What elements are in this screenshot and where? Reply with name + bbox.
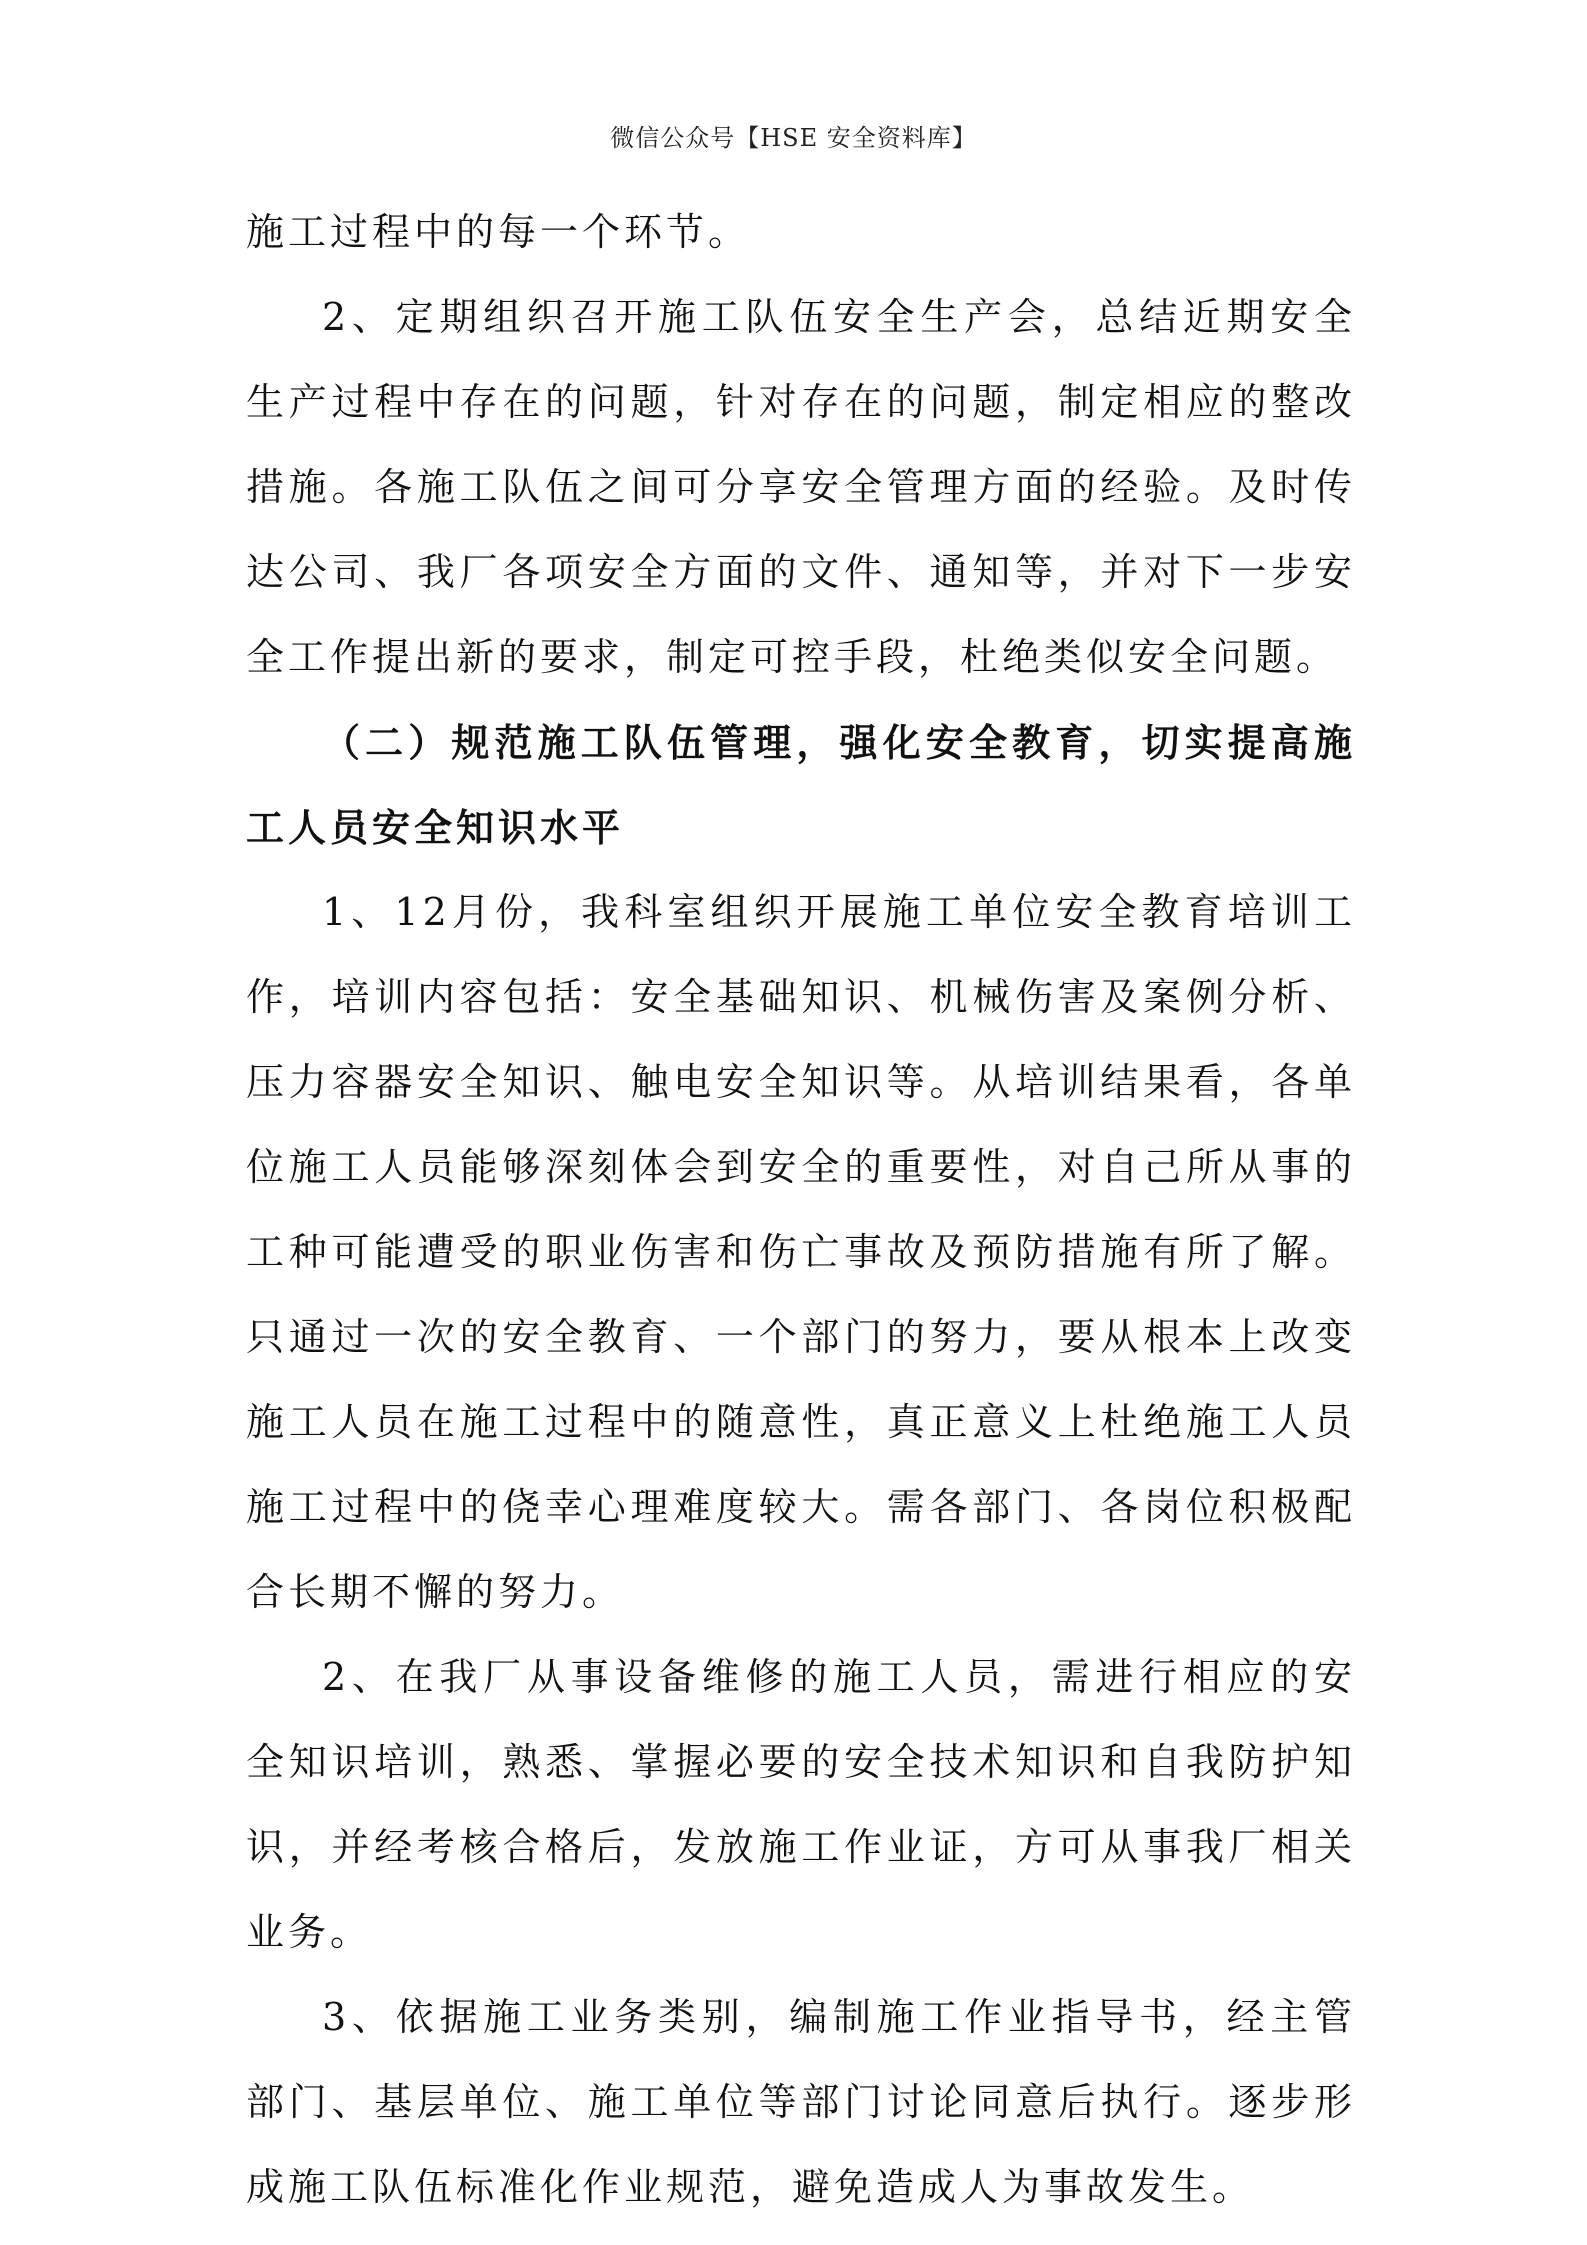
paragraph-item-2-certification: 2、在我厂从事设备维修的施工人员，需进行相应的安全知识培训，熟悉、掌握必要的安全技术知识和自我防护知识，并经考核合格后，发放施工作业证，方可从事我厂相关业务。 (246, 1655, 1356, 1954)
paragraph-continuation: 施工过程中的每一个环节。 (246, 210, 751, 254)
paragraph-item-3-guidelines: 3、依据施工业务类别，编制施工作业指导书，经主管部门、基层单位、施工单位等部门讨论同意后执行。逐步形成施工队伍标准化作业规范，避免造成人为事故发生。 (246, 1995, 1356, 2209)
paragraph-item-2-meetings: 2、定期组织召开施工队伍安全生产会，总结近期安全生产过程中存在的问题，针对存在的问题，制定相应的整改措施。各施工队伍之间可分享安全管理方面的经验。及时传达公司、我厂各项安全方面的文件、通知等，并对下一步安全工作提出新的要求，制定可控手段，杜绝类似安全问题。 (246, 295, 1356, 679)
paragraph-item-1-training: 1、12月份，我科室组织开展施工单位安全教育培训工作，培训内容包括：安全基础知识、机械伤害及案例分析、压力容器安全知识、触电安全知识等。从培训结果看，各单位施工人员能够深刻体会到安全的重要性，对自己所从事的工种可能遭受的职业伤害和伤亡事故及预防措施有所了解。只通过一次的安全教育、一个部门的努力，要从根本上改变施工人员在施工过程中的随意性，真正意义上杜绝施工人员施工过程中的侥幸心理难度较大。需各部门、各岗位积极配合长期不懈的努力。 (246, 890, 1356, 1614)
document-body (246, 190, 1356, 2230)
page-header: 微信公众号【HSE 安全资料库】 (610, 124, 977, 152)
section-heading-2: （二）规范施工队伍管理，强化安全教育，切实提高施工人员安全知识水平 (246, 720, 1356, 850)
